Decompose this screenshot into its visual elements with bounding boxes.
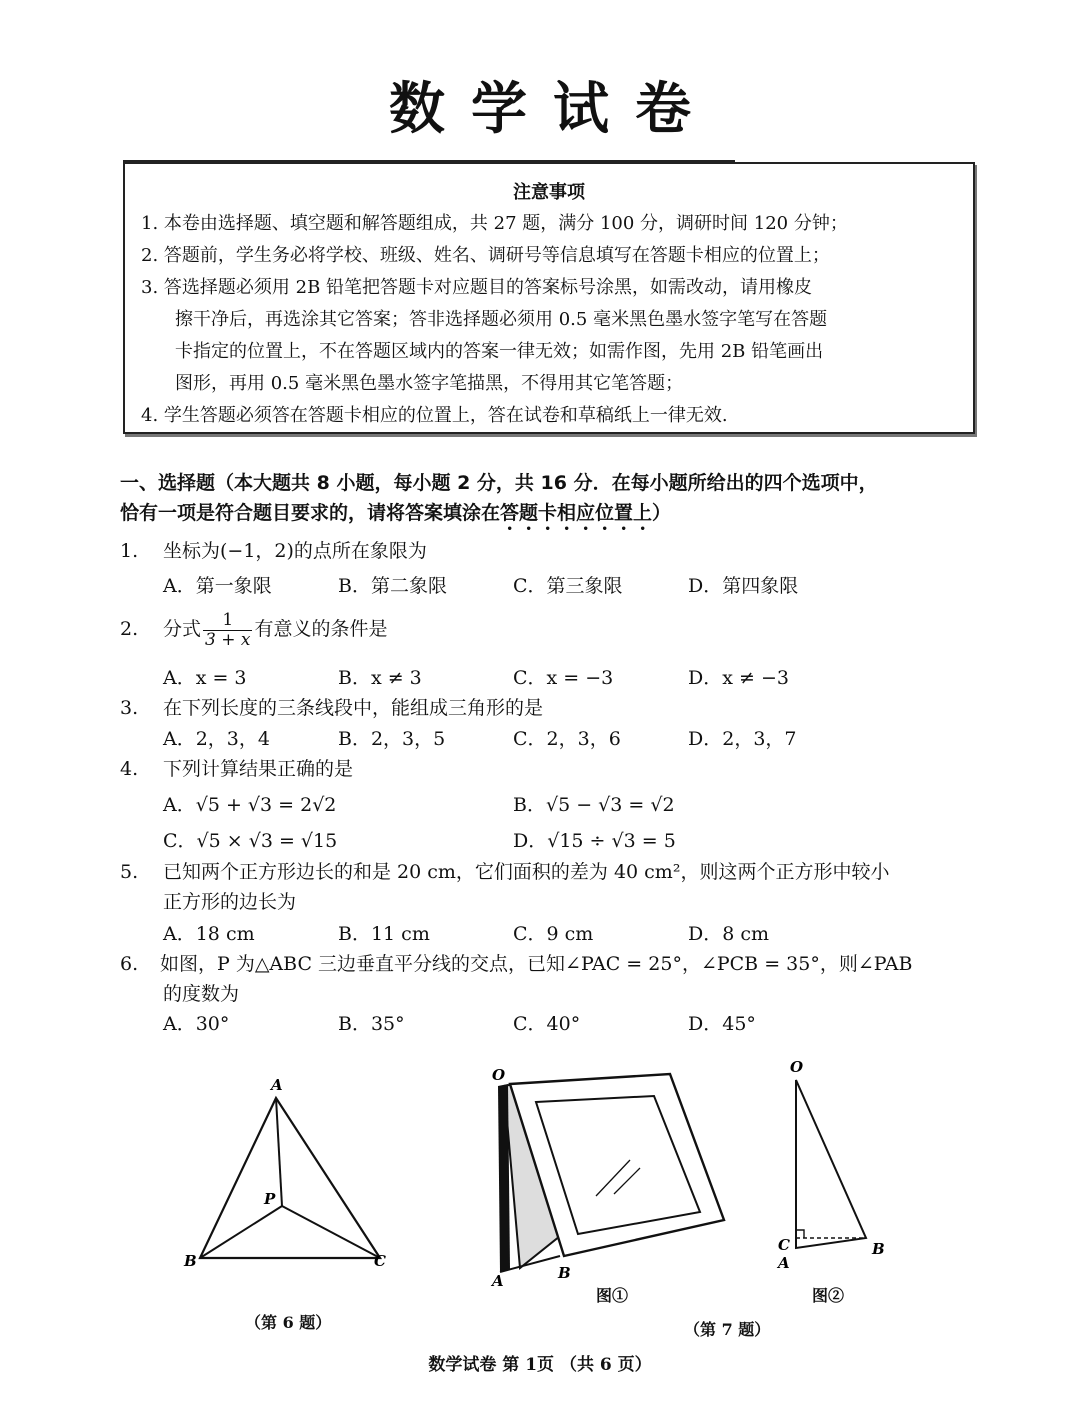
q1-option-d: D．第四象限 [688,575,799,597]
label-b: B [184,1252,197,1270]
figure-q7-caption: （第 7 题） [684,1320,771,1339]
q2-number: 2. [120,618,139,640]
triangle-oab [796,1080,866,1248]
q3-number: 3. [120,697,139,719]
label-b: B [558,1264,571,1282]
q6-number: 6. [120,953,139,975]
figure-q7-1-caption: 图① [596,1286,629,1305]
label-p: P [264,1190,276,1208]
q5-option-d: D．8 cm [688,923,770,945]
section-text-emphasis: 答题卡相应位置上 [500,502,653,524]
q3-stem: 在下列长度的三条线段中，能组成三角形的是 [163,697,544,719]
q3-option-a: A．2，3，4 [163,728,270,750]
figure-q7-side-view [770,1050,900,1280]
q2-fraction-denominator: 3 + x [205,629,251,650]
q5-stem-line-1: 已知两个正方形边长的和是 20 cm，它们面积的差为 40 cm²，则这两个正方形中较小 [163,861,890,883]
q5-option-b: B．11 cm [338,923,430,945]
q2-fraction-numerator: 1 [203,611,252,631]
q2-option-b: B．x ≠ 3 [338,667,422,689]
segment-pc [282,1206,380,1258]
q1-option-b: B．第二象限 [338,575,447,597]
label-o: O [492,1066,506,1084]
q4-option-d: D．√15 ÷ √3 = 5 [513,830,676,852]
q1-stem: 坐标为(−1，2)的点所在象限为 [163,540,427,562]
q1-option-a: A．第一象限 [163,575,272,597]
q6-stem-line-1: 如图，P 为△ABC 三边垂直平分线的交点，已知∠PAC = 25°，∠PCB = 35°，则∠PAB [160,953,913,975]
page-title: 数学试卷 [389,77,717,142]
q2-stem [163,606,388,652]
figure-q7-2-caption: 图② [812,1286,845,1305]
notice-title: 注意事项 [513,182,585,203]
q2-prefix: 分式 [163,618,202,640]
q1-option-c: C．第三象限 [513,575,623,597]
notice-line-6: 图形，再用 0.5 毫米黑色墨水签字笔描黑，不得用其它笔答题； [175,373,684,394]
q5-option-c: C．9 cm [513,923,594,945]
figure-q6-triangle [170,1068,410,1278]
notice-line-5: 卡指定的位置上，不在答题区域内的答案一律无效；如需作图，先用 2B 铅笔画出 [175,341,824,362]
q2-option-c: C．x = −3 [513,667,614,689]
segment-pa [276,1098,282,1206]
section-heading-line-1: 一、选择题（本大题共 8 小题，每小题 2 分，共 16 分．在每小题所给出的四个选项中， [120,472,878,494]
q4-stem: 下列计算结果正确的是 [163,758,354,780]
label-c: C [778,1236,790,1254]
q2-option-a: A．x = 3 [163,667,247,689]
label-o: O [790,1058,804,1076]
notice-line-2: 2. 答题前，学生务必将学校、班级、姓名、调研号等信息填写在答题卡相应的位置上； [141,245,830,266]
q6-stem-line-2: 的度数为 [163,983,240,1005]
q4-number: 4. [120,758,139,780]
q5-option-a: A．18 cm [163,923,255,945]
q3-option-b: B．2，3，5 [338,728,446,750]
q3-option-c: C．2，3，6 [513,728,621,750]
notice-box [123,162,975,434]
section-heading-line-2 [120,502,671,535]
section-text-a: 恰有一项是符合题目要求的，请将答案填涂在 [120,502,501,524]
frame-edge [498,1084,510,1272]
triangle-abc [200,1098,380,1258]
page-footer: 数学试卷 第 1页 （共 6 页） [428,1355,652,1375]
q1-number: 1. [120,540,139,562]
notice-line-4: 擦干净后，再选涂其它答案；答非选择题必须用 0.5 毫米黑色墨水签字笔写在答题 [175,309,828,330]
figure-q6-caption: （第 6 题） [245,1313,332,1332]
q6-option-b: B．35° [338,1013,405,1035]
q6-option-c: C．40° [513,1013,581,1035]
q4-option-b: B．√5 − √3 = √2 [513,794,675,816]
q4-option-a: A．√5 + √3 = 2√2 [163,794,337,816]
q3-option-d: D．2，3，7 [688,728,797,750]
section-text-c: ） [652,502,672,524]
notice-line-7: 4. 学生答题必须答在答题卡相应的位置上，答在试卷和草稿纸上一律无效. [141,405,728,426]
notice-line-3: 3. 答选择题必须用 2B 铅笔把答题卡对应题目的答案标号涂黑，如需改动，请用橡皮 [141,277,813,298]
q5-number: 5. [120,861,139,883]
label-c: C [374,1252,386,1270]
q4-option-c: C．√5 × √3 = √15 [163,830,338,852]
q2-fraction [203,611,252,650]
figure-q7-frame [480,1060,740,1290]
label-a: A [492,1272,504,1290]
right-angle-mark [796,1230,804,1238]
q6-option-d: D．45° [688,1013,756,1035]
label-b: B [872,1240,885,1258]
q2-suffix: 有意义的条件是 [254,618,388,640]
label-a: A [778,1254,790,1272]
notice-line-1: 1. 本卷由选择题、填空题和解答题组成，共 27 题，满分 100 分，调研时间 120 分钟； [141,213,848,234]
q5-stem-line-2: 正方形的边长为 [163,891,297,913]
label-a: A [271,1076,283,1094]
q6-option-a: A．30° [163,1013,230,1035]
q2-option-d: D．x ≠ −3 [688,667,789,689]
